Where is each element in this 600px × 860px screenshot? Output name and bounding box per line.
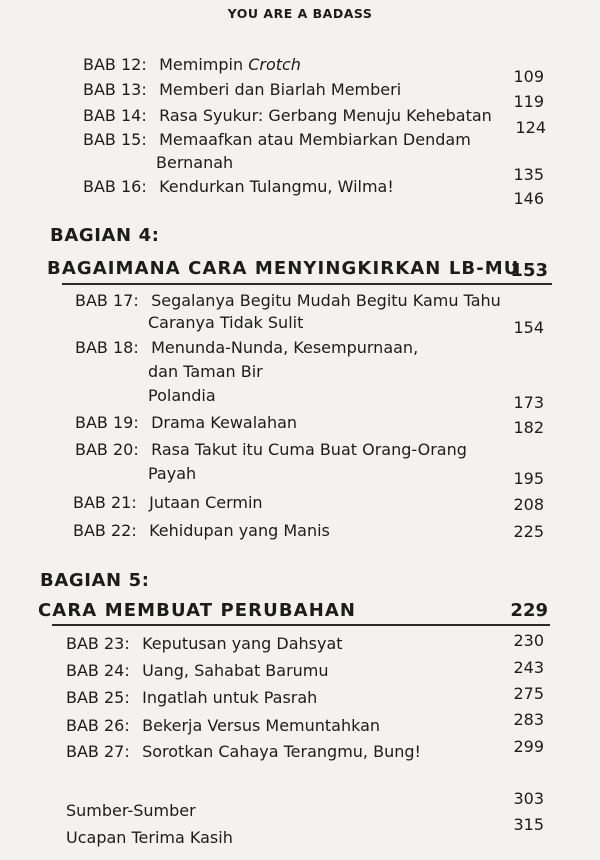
page-number: 119 [513,92,544,111]
toc-entry-bab-23 [66,634,343,654]
toc-entry-bab-16 [83,177,394,197]
chapter-title: Rasa Takut itu Cuma Buat Orang-Orang [151,440,467,459]
toc-entry-bab-15 [83,130,471,150]
page-number: 109 [513,67,544,86]
chapter-title: Memaafkan atau Membiarkan Dendam [159,130,471,149]
chapter-title-continued: Payah [148,464,197,483]
toc-entry-bab-26 [66,716,380,736]
page-number: 275 [513,684,544,703]
chapter-title: Bekerja Versus Memuntahkan [142,716,381,735]
chapter-title-continued: Polandia [148,386,216,405]
chapter-label: BAB 15: [83,130,147,149]
chapter-title: Rasa Syukur: Gerbang Menuju Kehebatan [159,106,492,125]
page-number: 195 [513,469,544,488]
chapter-title: Ingatlah untuk Pasrah [142,688,318,707]
chapter-title: Menunda-Nunda, Kesempurnaan, [151,338,419,357]
chapter-title: Memimpin [159,55,249,74]
chapter-title: Memberi dan Biarlah Memberi [159,80,402,99]
toc-entry-ucapan: Ucapan Terima Kasih [66,828,233,847]
page-number: 243 [513,658,544,677]
toc-entry-bab-19 [75,413,297,433]
part-title: CARA MEMBUAT PERUBAHAN [38,600,357,621]
chapter-title: Keputusan yang Dahsyat [142,634,343,653]
toc-entry-bab-21 [73,493,263,513]
toc-entry-bab-22 [73,521,330,541]
page-number: 303 [513,789,544,808]
page-number: 225 [513,522,544,541]
part-divider [52,624,550,626]
toc-entry-bab-18 [75,338,418,358]
chapter-title-continued: Caranya Tidak Sulit [148,313,304,332]
toc-entry-sumber: Sumber-Sumber [66,801,196,820]
chapter-title: Drama Kewalahan [151,413,298,432]
chapter-title: Kehidupan yang Manis [149,521,330,540]
page-number: 124 [515,118,546,137]
chapter-label: BAB 13: [83,80,147,99]
part-label: BAGIAN 5: [40,570,150,591]
chapter-title-italic: Crotch [248,55,301,74]
toc-entry-bab-20 [75,440,467,460]
chapter-title: Segalanya Begitu Mudah Begitu Kamu Tahu [151,291,501,310]
chapter-title: Kendurkan Tulangmu, Wilma! [159,177,394,196]
chapter-label: BAB 18: [75,338,139,357]
part-page-number: 229 [510,600,548,621]
chapter-label: BAB 25: [66,688,130,707]
chapter-label: BAB 17: [75,291,139,310]
part-page-number: 153 [510,260,548,281]
chapter-label: BAB 16: [83,177,147,196]
chapter-title: Uang, Sahabat Barumu [142,661,329,680]
page-number: 173 [513,393,544,412]
page-number: 154 [513,318,544,337]
toc-entry-bab-24 [66,661,329,681]
toc-entry-bab-14 [83,106,492,126]
page-number: 182 [513,418,544,437]
page-number: 230 [513,631,544,650]
page-number: 135 [513,165,544,184]
part-label: BAGIAN 4: [50,225,160,246]
page-number: 146 [513,189,544,208]
chapter-title: Jutaan Cermin [149,493,263,512]
page-number: 315 [513,815,544,834]
chapter-label: BAB 26: [66,716,130,735]
chapter-label: BAB 24: [66,661,130,680]
toc-entry-bab-25 [66,688,317,708]
toc-entry-bab-13 [83,80,401,100]
chapter-label: BAB 27: [66,742,130,761]
page-number: 283 [513,710,544,729]
chapter-title-continued: Bernanah [156,153,234,172]
chapter-title-continued: dan Taman Bir [148,362,263,381]
chapter-label: BAB 12: [83,55,147,74]
page-number: 299 [513,737,544,756]
chapter-label: BAB 19: [75,413,139,432]
page-number: 208 [513,495,544,514]
chapter-title: Sorotkan Cahaya Terangmu, Bung! [142,742,421,761]
chapter-label: BAB 23: [66,634,130,653]
part-divider [62,283,552,285]
toc-entry-bab-17 [75,291,501,311]
part-title: BAGAIMANA CARA MENYINGKIRKAN LB-MU [47,258,520,279]
toc-entry-bab-12 [83,55,301,75]
chapter-label: BAB 14: [83,106,147,125]
chapter-label: BAB 20: [75,440,139,459]
running-header: YOU ARE A BADASS [227,6,373,21]
toc-entry-bab-27 [66,742,421,762]
chapter-label: BAB 21: [73,493,137,512]
chapter-label: BAB 22: [73,521,137,540]
